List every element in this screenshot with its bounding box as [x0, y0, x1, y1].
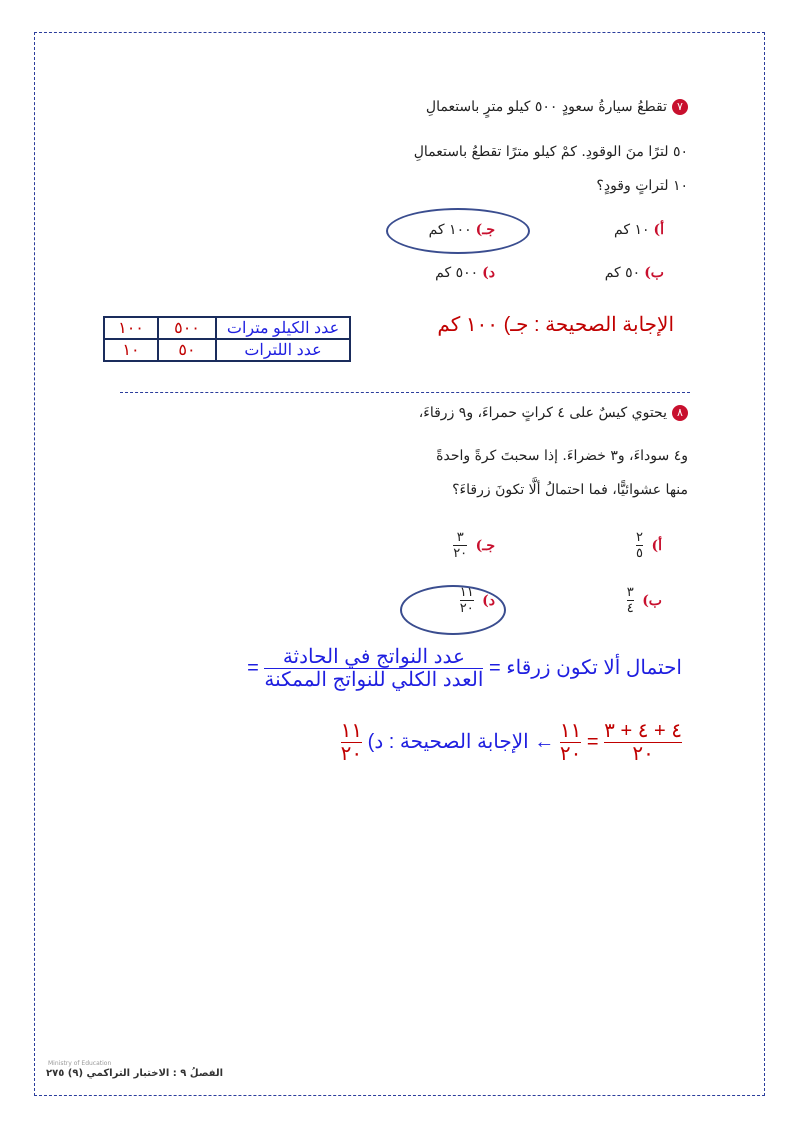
section-divider: [120, 392, 690, 393]
table-row: [104, 339, 350, 361]
q7-option-d[interactable]: د)٥٠٠ كم: [435, 265, 495, 281]
table-cell: ١٠٠: [104, 317, 158, 339]
q7-option-a[interactable]: أ)١٠ كم: [614, 222, 664, 238]
table-cell: ٥٠٠: [158, 317, 216, 339]
q8-solution-line-1: احتمال ألا تكون زرقاء = عدد النواتج في الحادثة العدد الكلي للنواتج الممكنة =: [247, 646, 682, 691]
q8-number-badge: ٨: [672, 405, 688, 421]
q7-answer-circle: [386, 208, 530, 254]
q8-line-1: ٨يحتوي كيسٌ على ٤ كراتٍ حمراءَ، و٩ زرقاءَ،: [419, 405, 688, 421]
q8-solution-line-2: ٤ + ٤ + ٣ ٢٠ = ١١ ٢٠ ← الإجابة الصحيحة : د) ١١ ٢٠: [340, 720, 682, 765]
q7-line-2: ٥٠ لترًا منَ الوقودِ. كمْ كيلو مترًا تقطعُ باستعمالِ: [413, 144, 688, 160]
q7-data-table: [103, 316, 351, 362]
q8-answer-circle: [400, 585, 506, 635]
q7-number-badge: ٧: [672, 99, 688, 115]
q7-line-1: ٧تقطعُ سيارةُ سعودٍ ٥٠٠ كيلو مترٍ باستعمالِ: [426, 99, 688, 115]
footer: [46, 1068, 223, 1079]
q7-option-c[interactable]: جـ)١٠٠ كم: [428, 222, 495, 238]
q8-option-b[interactable]: ب) $\frac{٣}{٤}$: [626, 585, 662, 616]
footer-title: الفصلُ ٩ : الاختبار التراكمي (٩): [67, 1068, 224, 1079]
table-cell: ٥٠: [158, 339, 216, 361]
table-cell: عدد الكيلو مترات: [216, 317, 350, 339]
q8-line-3: منها عشوائيًّا، فما احتمالُ ألَّا تكونَ زرقاءَ؟: [452, 482, 688, 498]
table-row: [104, 317, 350, 339]
q8-option-d[interactable]: د) $\frac{١١}{٢٠}$: [459, 585, 495, 616]
page-number: ٢٧٥: [46, 1068, 65, 1079]
footer-watermark: Ministry of Education: [48, 1060, 112, 1067]
q7-line-3: ١٠ لتراتٍ وقودٍ؟: [596, 178, 688, 194]
q8-option-a[interactable]: أ) $\frac{٢}{٥}$: [636, 530, 662, 561]
q7-option-b[interactable]: ب)٥٠ كم: [604, 265, 664, 281]
q8-line-2: و٤ سوداءَ، و٣ خضراءَ. إذا سحبتَ كرةً واحدةً: [436, 448, 688, 464]
q8-option-c[interactable]: جـ) $\frac{٣}{٢٠}$: [453, 530, 495, 561]
q7-answer: الإجابة الصحيحة : جـ) ١٠٠ كم: [437, 314, 674, 336]
table-cell: عدد اللترات: [216, 339, 350, 361]
table-cell: ١٠: [104, 339, 158, 361]
